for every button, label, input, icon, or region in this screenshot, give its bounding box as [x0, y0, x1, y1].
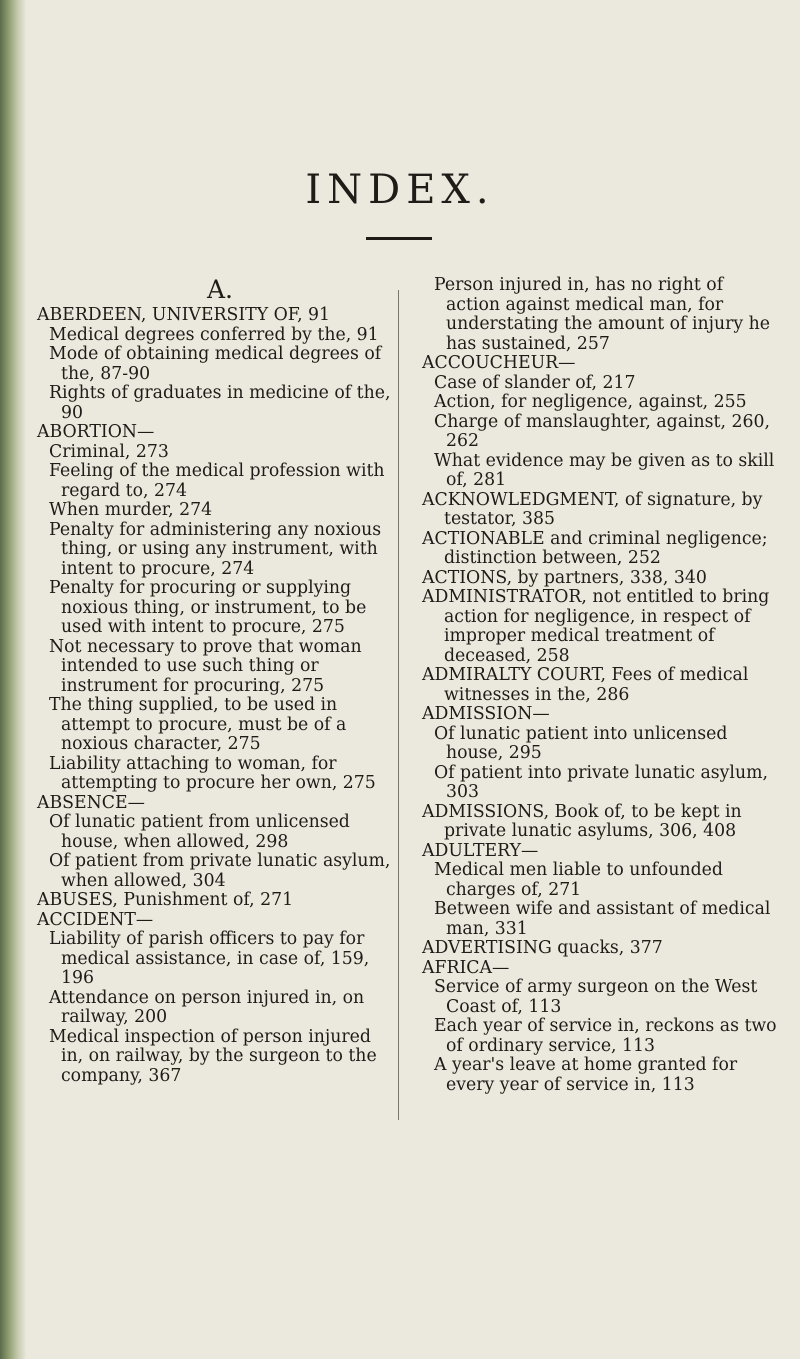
index-heading: ADULTERY— [422, 840, 539, 861]
index-subentry: Medical men liable to unfounded charges of, 271 [434, 860, 723, 900]
index-heading: ADMINISTRATOR, not entitled to bring action for negligence, in respect of improper medical treatment of deceased, 258 [422, 587, 770, 666]
index-heading: ADMISSIONS, Book of, to be kept in private lunatic asylums, 306, 408 [422, 801, 742, 841]
right-entries [422, 276, 780, 1095]
index-subentry: Charge of manslaughter, against, 260, 262 [434, 411, 770, 451]
index-column-right [422, 276, 780, 1095]
left-entries [37, 306, 395, 1086]
index-subentry: Person injured in, has no right of action against medical man, for understating the amount of injury he has sustained, 257 [434, 275, 770, 354]
index-subentry: Action, for negligence, against, 255 [434, 392, 747, 412]
index-subentry: Case of slander of, 217 [434, 372, 636, 393]
index-subentry: Attendance on person injured in, on railway, 200 [49, 987, 365, 1027]
index-heading: ADMIRALTY COURT, Fees of medical witnesses in the, 286 [422, 665, 749, 705]
index-heading: ADMISSION— [422, 704, 550, 724]
index-subentry: Of patient from private lunatic asylum, when allowed, 304 [49, 851, 391, 891]
index-subentry: Liability of parish officers to pay for medical assistance, in case of, 159, 196 [49, 929, 370, 988]
column-divider [398, 290, 399, 1120]
index-subentry: Mode of obtaining medical degrees of the, 87-90 [49, 344, 382, 384]
index-subentry: Of lunatic patient into unlicensed house, 295 [434, 723, 728, 763]
section-letter: A. [206, 275, 233, 304]
index-subentry: Medical degrees conferred by the, 91 [49, 324, 379, 345]
index-subentry: The thing supplied, to be used in attempt to procure, must be of a noxious character, 275 [49, 695, 347, 754]
index-heading: ACCIDENT— [37, 909, 154, 930]
index-subentry: Not necessary to prove that woman intended to use such thing or instrument for procuring, 275 [49, 636, 362, 696]
index-heading: AFRICA— [422, 957, 510, 978]
index-heading: ABERDEEN, UNIVERSITY OF, 91 [37, 305, 331, 325]
index-heading: ACCOUCHEUR— [422, 353, 576, 373]
index-subentry: When murder, 274 [49, 500, 213, 520]
index-subentry: Feeling of the medical profession with regard to, 274 [49, 461, 385, 501]
index-subentry: Each year of service in, reckons as two of ordinary service, 113 [434, 1016, 777, 1056]
index-subentry: Liability attaching to woman, for attempting to procure her own, 275 [49, 753, 376, 793]
index-column-left [37, 276, 395, 1086]
index-heading: ADVERTISING quacks, 377 [422, 938, 663, 958]
index-heading: ABORTION— [37, 422, 155, 442]
index-heading: ABUSES, Punishment of, 271 [37, 890, 294, 910]
index-subentry: Medical inspection of person injured in, on railway, by the surgeon to the company, 367 [49, 1026, 377, 1086]
index-subentry: Of lunatic patient from unlicensed house, when allowed, 298 [49, 812, 350, 852]
index-subentry: Criminal, 273 [49, 441, 169, 462]
index-subentry: Rights of graduates in medicine of the, 90 [49, 383, 391, 423]
index-subentry: Of patient into private lunatic asylum, 303 [434, 762, 768, 802]
index-heading: ABSENCE— [37, 792, 145, 813]
index-title: INDEX. [305, 167, 495, 213]
index-heading: ACKNOWLEDGMENT, of signature, by testator, 385 [422, 489, 763, 529]
index-subentry: Service of army surgeon on the West Coast of, 113 [434, 977, 758, 1017]
index-subentry: Penalty for procuring or supplying noxious thing, or instrument, to be used with intent to procure, 275 [49, 578, 367, 637]
title-rule [366, 237, 432, 240]
index-subentry: Between wife and assistant of medical man, 331 [434, 899, 771, 939]
index-subentry: What evidence may be given as to skill of, 281 [434, 450, 775, 490]
index-subentry: A year's leave at home granted for every year of service in, 113 [434, 1055, 738, 1095]
index-heading: ACTIONABLE and criminal negligence; distinction between, 252 [422, 528, 768, 568]
index-subentry: Penalty for administering any noxious thing, or using any instrument, with intent to procure, 274 [49, 519, 382, 579]
index-heading: ACTIONS, by partners, 338, 340 [422, 567, 707, 588]
